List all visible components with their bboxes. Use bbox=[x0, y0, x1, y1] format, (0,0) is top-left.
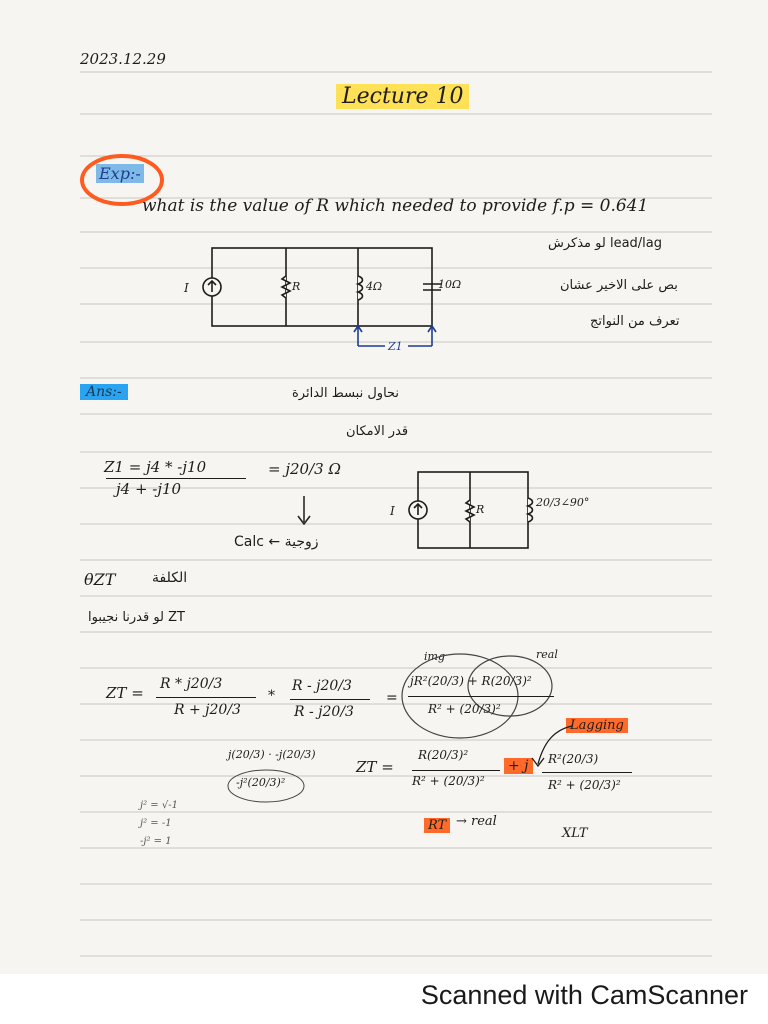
lecture-title bbox=[336, 84, 469, 109]
zt-lhs: ZT = bbox=[106, 684, 144, 702]
note-check-last: بص على الاخير عشان bbox=[560, 278, 678, 293]
circuit1-resistor-label: R bbox=[292, 280, 301, 293]
multiply-sign: * bbox=[268, 688, 275, 704]
zt-denominator: R + j20/3 bbox=[174, 702, 241, 718]
zt-note: ZT لو قدرنا نجيبوا bbox=[88, 610, 186, 625]
answer-label: Ans:- bbox=[80, 384, 128, 400]
note-simplify: نحاول نبسط الدائرة bbox=[292, 386, 400, 401]
circuit1-source-label: I bbox=[184, 281, 189, 295]
circuit2-resistor-label: R bbox=[476, 503, 485, 516]
xlt-label: XLT bbox=[562, 826, 588, 841]
date-text: 2023.12.29 bbox=[80, 50, 166, 68]
z1-fraction-bar bbox=[106, 478, 246, 479]
lagging-label: Lagging bbox=[566, 718, 628, 733]
zt2-imag-denominator: R² + (20/3)² bbox=[548, 778, 621, 792]
zt2-real-numerator: R(20/3)² bbox=[418, 748, 469, 762]
zt-fraction-bar bbox=[156, 697, 256, 698]
note-lead-lag: lead/lag لو مذكرش bbox=[548, 236, 663, 251]
rt-label: RT bbox=[424, 818, 450, 833]
circuit-diagram-2 bbox=[376, 466, 616, 556]
zt2-imag-numerator: R²(20/3) bbox=[548, 752, 599, 766]
circuit2-impedance-label: 20/3∠90° bbox=[536, 496, 590, 509]
circuit1-inductor-label: 4Ω bbox=[366, 280, 383, 293]
zero-calc-note: زوجية ← Calc bbox=[234, 534, 319, 550]
zt2-real-denominator: R² + (20/3)² bbox=[412, 774, 485, 788]
lagging-arrow-icon bbox=[520, 720, 580, 780]
conj-numerator: R - j20/3 bbox=[292, 678, 352, 694]
scanner-watermark: Scanned with CamScanner bbox=[420, 980, 748, 1010]
note-possible: قدر الامكان bbox=[346, 424, 409, 439]
zt2-imag-prefix: + j bbox=[504, 758, 533, 774]
side-calc-2: -j²(20/3)² bbox=[236, 776, 286, 789]
circuit-diagram-1 bbox=[170, 240, 470, 360]
result-denominator: R² + (20/3)² bbox=[428, 702, 501, 716]
zt2-lhs: ZT = bbox=[356, 758, 394, 776]
lecture-title-text: Lecture 10 bbox=[336, 84, 469, 109]
zt-numerator: R * j20/3 bbox=[160, 676, 223, 692]
real-label: real bbox=[536, 648, 558, 661]
down-arrow-icon bbox=[292, 494, 316, 528]
circuit2-source-label: I bbox=[390, 504, 395, 518]
conj-denominator: R - j20/3 bbox=[294, 704, 354, 720]
side-rule-2: j² = -1 bbox=[140, 818, 172, 829]
theta-note: الكلفة bbox=[152, 570, 188, 586]
example-label: Exp:- bbox=[96, 164, 144, 183]
note-know-results: تعرف من النواتج bbox=[590, 314, 680, 329]
img-label: img bbox=[424, 650, 445, 663]
side-rule-3: -j² = 1 bbox=[140, 836, 172, 847]
zt2-real-fraction-bar bbox=[412, 770, 500, 771]
z1-denominator: j4 + -j10 bbox=[116, 480, 182, 498]
circuit1-capacitor-label: 10Ω bbox=[438, 278, 462, 291]
z1-expression: Z1 = j4 * -j10 bbox=[104, 458, 207, 476]
circuit1-z-label: Z1 bbox=[388, 340, 403, 353]
rt-arrow-note: → real bbox=[456, 814, 497, 829]
example-question: what is the value of R which needed to provide f.p = 0.641 bbox=[142, 196, 649, 216]
equals-sign: = bbox=[386, 690, 398, 706]
z1-result: = j20/3 Ω bbox=[268, 460, 341, 478]
theta-label: θZT bbox=[84, 570, 116, 589]
result-numerator: jR²(20/3) + R(20/3)² bbox=[410, 674, 532, 688]
result-fraction-bar bbox=[408, 696, 554, 697]
scanner-footer bbox=[0, 974, 768, 1024]
conj-fraction-bar bbox=[290, 699, 370, 700]
side-rule-1: j² = √-1 bbox=[140, 800, 178, 811]
side-calc-1: j(20/3) · -j(20/3) bbox=[228, 748, 316, 761]
